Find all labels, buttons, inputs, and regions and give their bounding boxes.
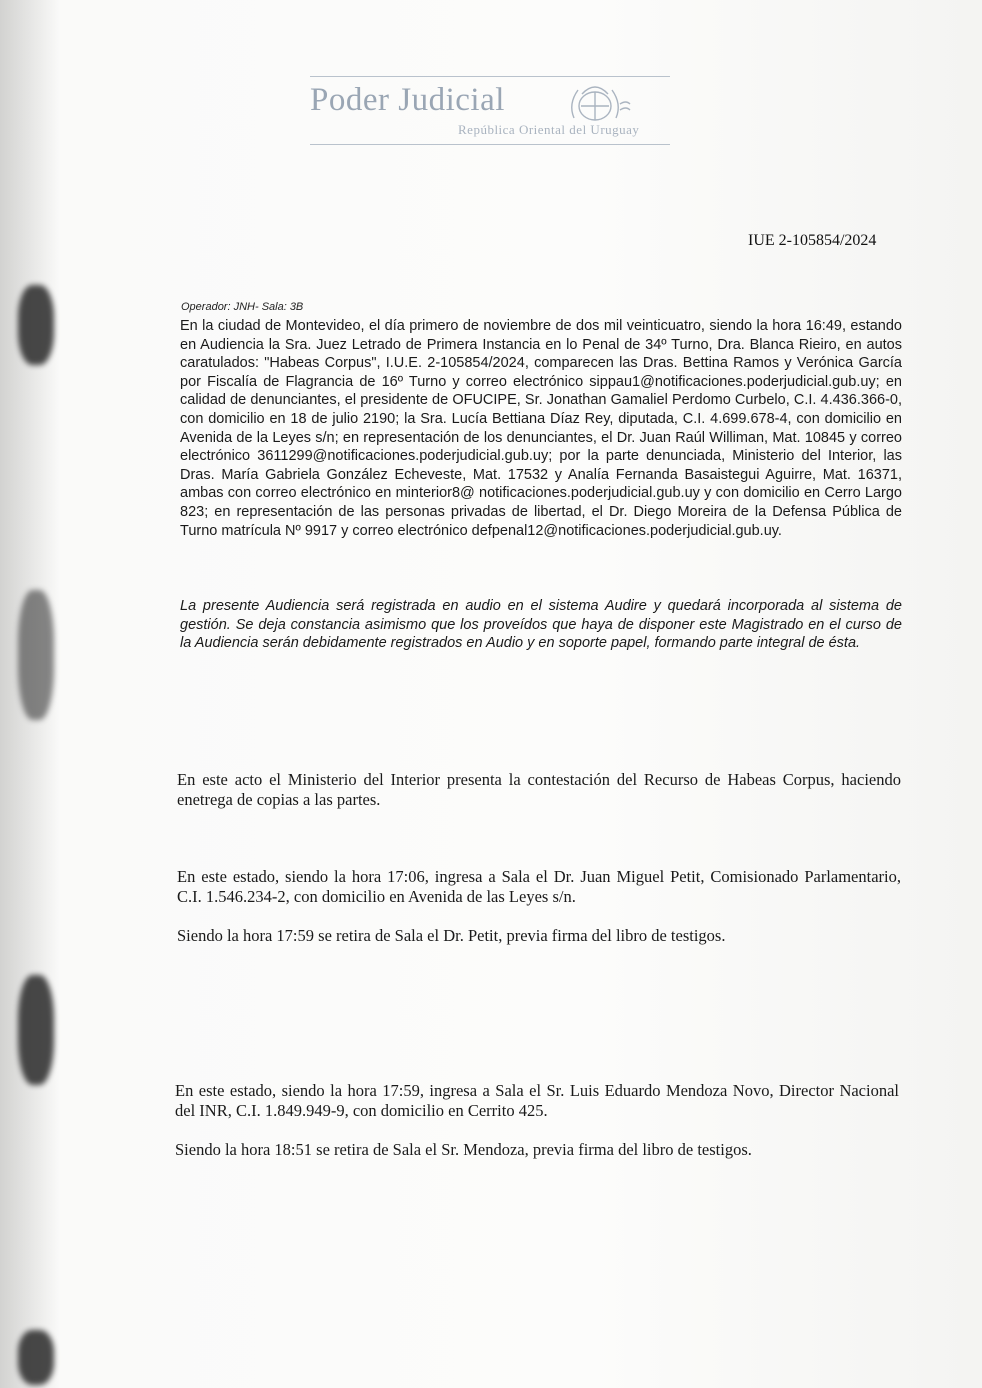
punch-hole-mark [18,285,54,365]
letterhead-bottom-rule [310,144,670,145]
punch-hole-mark [18,590,54,720]
case-number: IUE 2-105854/2024 [748,232,877,249]
punch-hole-mark [18,1330,54,1385]
operator-line: Operador: JNH- Sala: 3B [181,301,304,313]
audio-notice-paragraph: La presente Audiencia será registrada en audio en el sistema Audire y quedará incorporada al sistema de gestión. Se deja constancia asimismo que los proveídos que haya de disponer este Magistrado en el curso de la Audiencia serán debidamente registrados en Audio y en soporte papel, formando parte integral de ésta. [180,598,902,652]
letterhead [310,74,680,150]
mendoza-entry-paragraph: En este estado, siendo la hora 17:59, ingresa a Sala el Sr. Luis Eduardo Mendoza Novo, Director Nacional del INR, C.I. 1.849.949-9, con domicilio en Cerrito 425. [175,1081,899,1120]
petit-entry-paragraph: En este estado, siendo la hora 17:06, ingresa a Sala el Dr. Juan Miguel Petit, Comisionado Parlamentario, C.I. 1.546.234-2, con domicilio en Avenida de las Leyes s/n. [177,867,901,906]
ministry-paragraph: En este acto el Ministerio del Interior presenta la contestación del Recurso de Habeas Corpus, haciendo enetrega de copias a las partes. [177,770,901,809]
letterhead-brand: Poder Judicial [310,82,505,118]
punch-hole-mark [18,975,54,1085]
intro-paragraph: En la ciudad de Montevideo, el día primero de noviembre de dos mil veinticuatro, siendo la hora 16:49, estando en Audiencia la Sra. Juez Letrado de Primera Instancia en lo Penal de 34º Turno, Dra. Blanca Rieiro, en autos caratulados: "Habeas Corpus", I.U.E. 2-105854/2024, comparecen las Dras. Bettina Ramos y Verónica García por Fiscalía de Flagrancia de 16º Turno y correo electrónico sippau1@notificaciones.poderjudicial.gub.uy; en calidad de denunciantes, el presidente de OFUCIPE, Sr. Jonathan Gamaliel Perdomo Curbelo, C.I. 4.436.366-0, con domicilio en 18 de julio 2190; la Sra. Lucía Bettiana Díaz Rey, diputada, C.I. 4.699.678-4, con domicilio en Avenida de la Leyes s/n; en representación de los denunciantes, el Dr. Juan Raúl Williman, Mat. 10845 y correo electrónico 3611299@notificaciones.poderjudicial.gub.uy; por la parte denunciada, Ministerio del Interior, las Dras. María Gabriela González Echeveste, Mat. 17532 y Analía Fernanda Basaistegui Aguirre, Mat. 16371, ambas con correo electrónico en minterior8@ notificaciones.poderjudicial.gub.uy y con domicilio en Cerro Largo 823; en representación de las personas privadas de libertad, el Dr. Diego Moreira de la Defensa Pública de Turno matrícula Nº 9917 y correo electrónico defpenal12@notificaciones.poderjudicial.gub.uy. [180,318,902,539]
letterhead-subtitle: República Oriental del Uruguay [458,122,640,137]
mendoza-exit-paragraph: Siendo la hora 18:51 se retira de Sala el Sr. Mendoza, previa firma del libro de testigos. [175,1140,752,1159]
petit-exit-paragraph: Siendo la hora 17:59 se retira de Sala el Dr. Petit, previa firma del libro de testigos. [177,926,726,945]
